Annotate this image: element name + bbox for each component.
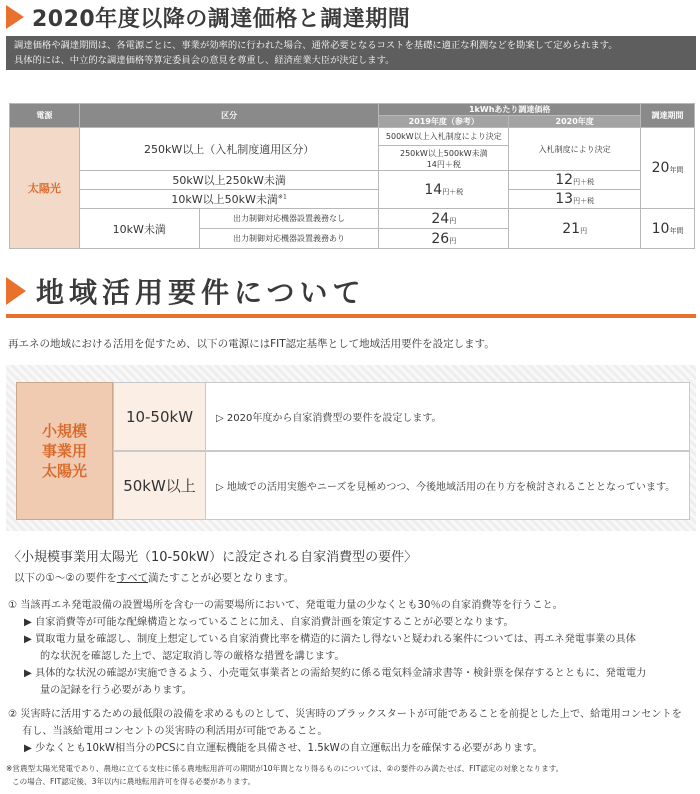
period-20 bbox=[641, 128, 695, 209]
conditions-subtitle bbox=[14, 570, 294, 585]
row4-2020-value: 21 bbox=[562, 220, 581, 237]
intro-line-2: 具体的には、中立的な調達価格等算定委員会の意見を尊重し、経済産業大臣が決定します。 bbox=[14, 55, 395, 66]
row4-2019b bbox=[379, 229, 509, 249]
section2-header bbox=[6, 272, 696, 310]
condition-item-1: ① 当該再エネ発電設備の設置場所を含む一の需要場所において、発電電力量の少なくとも30％の自家消費等を行うこと。 bbox=[8, 600, 563, 611]
th-2020: 2020年度 bbox=[509, 116, 641, 128]
row1-2020: 入札制度により決定 bbox=[509, 128, 641, 171]
row4-2019a-unit: 円 bbox=[449, 216, 457, 225]
row2-category: 50kW以上250kW未満 bbox=[79, 171, 378, 190]
requirement-row1-cap: 10-50kW bbox=[114, 383, 206, 450]
condition-bullet-2: ▶ 買取電力量を確認し、制度上想定している自家消費比率を構造的に満たし得ないと疑われる案件については、再エネ発電事業の具体 bbox=[24, 634, 636, 645]
row4-2019b-value: 26 bbox=[431, 230, 450, 247]
row2-2020-value: 12 bbox=[555, 172, 574, 188]
footnote-2: この場合、FIT認定後、3年以内に農地転用許可を得る必要があります。 bbox=[12, 777, 256, 786]
row23-2019-value: 14 bbox=[424, 181, 443, 198]
requirement-row-50-plus bbox=[113, 451, 690, 520]
requirement-row-10-50 bbox=[113, 382, 690, 451]
th-category: 区分 bbox=[79, 104, 378, 128]
row1-2019-c: 14円＋税 bbox=[426, 160, 461, 169]
row4-sub2: 出力制御対応機器設置義務あり bbox=[199, 229, 379, 249]
condition-bullet-3-cont: 量の記録を行う必要があります。 bbox=[40, 685, 192, 696]
row4-2019b-unit: 円 bbox=[449, 236, 457, 245]
row4-2019a bbox=[379, 209, 509, 229]
requirement-label-text: 小規模 事業用 太陽光 bbox=[41, 422, 87, 480]
requirement-row2-cap: 50kW以上 bbox=[114, 452, 206, 519]
footnote-1: ※営農型太陽光発電であり、農地に立てる支柱に係る農地転用許可の期間が10年間となり得るものについては、②の要件のみ満たせば、FIT認定の対象となります。 bbox=[6, 764, 564, 773]
row4-category: 10kW未満 bbox=[79, 209, 199, 249]
conditions-subtitle-b: 満たすことが必要となります。 bbox=[148, 572, 295, 584]
section2-divider bbox=[6, 314, 696, 318]
th-price: 1kWhあたり調達価格 bbox=[379, 104, 641, 116]
conditions-subtitle-a: 以下の①～②の要件を bbox=[14, 572, 117, 584]
period-10-value: 10 bbox=[651, 220, 670, 237]
row3-category-text: 10kW以上50kW未満 bbox=[171, 193, 278, 206]
section2-title: 地域活用要件について bbox=[36, 276, 366, 309]
conditions-title: 〈小規模事業用太陽光（10-50kW）に設定される自家消費型の要件〉 bbox=[8, 550, 418, 565]
triangle-marker-icon bbox=[6, 277, 26, 305]
condition-item-2: ② 災害時に活用するための最低限の設備を求めるものとして、災害時のブラックスタートが可能であることを前提とした上で、給電用コンセントを bbox=[8, 709, 682, 720]
row23-2019 bbox=[379, 171, 509, 209]
condition-bullet-3: ▶ 具体的な状況の確認が実施できるよう、小売電気事業者との需給契約に係る電気料金請求書等・検針票を保存するとともに、発電電力 bbox=[24, 668, 647, 679]
requirement-label bbox=[16, 382, 113, 520]
row3-category bbox=[79, 190, 378, 209]
price-table bbox=[9, 103, 695, 249]
requirement-row2-desc: ▷ 地域での活用実態やニーズを見極めつつ、今後地域活用の在り方を検討されることとなっています。 bbox=[216, 482, 676, 493]
condition-bullet-2-cont: 的な状況を確認した上で、認定取消し等の厳格な措置を講じます。 bbox=[40, 651, 345, 662]
row2-2020-unit: 円＋税 bbox=[573, 178, 595, 186]
row1-2019 bbox=[379, 128, 509, 171]
period-10-unit: 年間 bbox=[669, 226, 684, 235]
row4-2020 bbox=[509, 209, 641, 249]
th-source: 電源 bbox=[10, 104, 80, 128]
row1-2019-a: 500kW以上入札制度により決定 bbox=[379, 128, 508, 146]
row2-2020 bbox=[509, 171, 641, 190]
row4-sub1: 出力制御対応機器設置義務なし bbox=[199, 209, 379, 229]
condition-item-2-cont: 有し、当該給電用コンセントの災害時の利活用が可能であること。 bbox=[22, 726, 328, 737]
th-2019: 2019年度（参考） bbox=[379, 116, 509, 128]
row4-2019a-value: 24 bbox=[431, 210, 450, 227]
row3-2020-unit: 円＋税 bbox=[573, 197, 595, 205]
condition-bullet-1: ▶ 自家消費等が可能な配線構造となっていることに加え、自家消費計画を策定することが必要となります。 bbox=[24, 617, 514, 628]
row3-2020-value: 13 bbox=[555, 191, 574, 207]
section1-intro bbox=[6, 36, 696, 70]
period-10 bbox=[641, 209, 695, 249]
triangle-marker-icon bbox=[6, 5, 24, 29]
row3-mark: ※1 bbox=[277, 193, 287, 201]
condition-bullet-4: ▶ 少なくとも10kW相当分のPCSに自立運転機能を具備させ、1.5kWの自立運転出力を確保する必要があります。 bbox=[24, 743, 543, 754]
section1-title: 2020年度以降の調達価格と調達期間 bbox=[32, 6, 411, 32]
row23-2019-unit: 円＋税 bbox=[442, 187, 464, 196]
intro-line-1: 調達価格や調達期間は、各電源ごとに、事業が効率的に行われた場合、通常必要となるコストを基礎に適正な利潤などを勘案して定められます。 bbox=[14, 40, 618, 51]
period-20-unit: 年間 bbox=[669, 166, 684, 174]
th-period: 調達期間 bbox=[641, 104, 695, 128]
section2-lead: 再エネの地域における活用を促すため、以下の電源にはFIT認定基準として地域活用要件を設定します。 bbox=[8, 338, 495, 350]
row1-category: 250kW以上（入札制度適用区分） bbox=[79, 128, 378, 171]
source-solar: 太陽光 bbox=[10, 128, 80, 249]
requirement-row1-desc: ▷ 2020年度から自家消費型の要件を設定します。 bbox=[216, 413, 442, 424]
conditions-subtitle-emph: すべて bbox=[116, 572, 149, 584]
section1-header bbox=[6, 2, 696, 32]
row4-2020-unit: 円 bbox=[580, 226, 588, 235]
period-20-value: 20 bbox=[651, 160, 670, 176]
row1-2019-b: 250kW以上500kW未満 bbox=[400, 149, 488, 158]
row3-2020 bbox=[509, 190, 641, 209]
requirement-box bbox=[6, 365, 696, 531]
